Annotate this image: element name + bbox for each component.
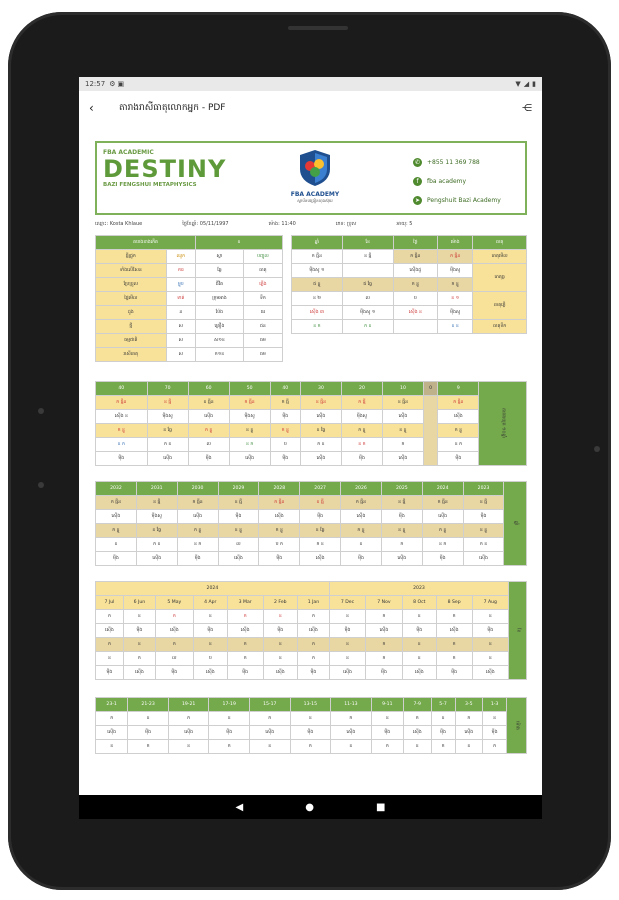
hour-header: 7-9 (403, 698, 431, 712)
luck-year-header: 40 (96, 382, 148, 396)
settings-icon: ⚙ (109, 80, 116, 88)
luck-year-header: 50 (229, 382, 270, 396)
luck-pillars-table: 40 70 60 50 40 30 20 10 0 9 តារាងយុគ ១០ឆ្នាំ ក ធ្មីន ខ ធ្មី ខ ធ្មីន ក ធ្មីន ក ធ្មី ខ ធ្មីន ក ធ្មី ខ ធ្មីន ក ធ្មីន ស៊ើង ខ ម៉ីងសូ ស៊ើង ម៉ីងសូ ម៉ីង ស៊ើង ម៉ីងសូ ស៊ើង ស៊ើង ក ខ្លួ ខ ធ្លែ ក ខ្លួ ខ ខ្លួ ក ខ្លួ ខ ធ្លែ ក ខ្លួ ខ ខ្លួ ក ខ្លួ ខ ក ក ខ ល ខ ក ប ក ខ ខ ក ក ខ ក ម៉ីង ស៊ើង ម៉ីង ស៊ើង ម៉ីង ស៊ើង ម៉ីង ស៊ើង ម៉ីង (95, 381, 527, 466)
hour-header: 19-21 (168, 698, 209, 712)
hour-header: 13-15 (290, 698, 331, 712)
annual-year-header: 2030 (177, 482, 218, 496)
sensor-dot (38, 408, 44, 414)
nav-recents-icon[interactable]: ■ (375, 801, 386, 813)
side-label: ម៉ោង (507, 698, 527, 754)
annual-year-header: 2025 (381, 482, 422, 496)
telegram-icon: ➤ (414, 197, 421, 204)
wifi-icon: ▼ (515, 80, 521, 88)
month-header: 2 Feb (263, 596, 297, 610)
side-label: ខែ (509, 582, 527, 680)
sensor-dot (594, 446, 600, 452)
notification-icon: ▣ (117, 80, 125, 88)
status-bar (79, 77, 542, 91)
month-header: 3 Mar (227, 596, 263, 610)
annual-year-header: 2026 (341, 482, 382, 496)
pillar-header: ឆ្នាំ (292, 236, 343, 250)
hour-header: 21-23 (128, 698, 169, 712)
elements-table: តារាងខាងកើត ខ ធ្មីជ្រូក ឈូក ស្វា បញ្ចូល ទាំងលើសែន ការ ឆ្កែ ធាតុ ប្រែប្រួល ម្ហូប ជីវិត ភ្លើង ផ្ទៃមើល ទាត់ ក្រុមអាង ទឹក ដួង ន ប៉ែង ធរ ថ្មី ស គ្រឿង ជន ធម្មជាតិ ស ស១ខ ធម រាសីធាតុ ស ក១ខ ធម (95, 235, 283, 362)
month-header: 8 Sep (436, 596, 472, 610)
annual-year-header: 2029 (218, 482, 259, 496)
side-label: ឆ្នាំ (504, 482, 527, 566)
month-header: 7 Dec (329, 596, 365, 610)
luck-year-header: 20 (341, 382, 382, 396)
back-arrow-icon[interactable]: ‹ (89, 101, 94, 115)
annual-table: 2032 2031 2030 2029 2028 2027 2026 2025 2024 2023 ឆ្នាំ ក ធ្មីន ខ ធ្មី ក ធ្មីន ខ ធ្មី ក ធ្មីន ខ ធ្មី ក ធ្មីន ខ ធ្មី ក ធ្មីន ខ ធ្មី ស៊ើង ម៉ីងសូ ស៊ើង ម៉ីង ស៊ើង ម៉ីង ស៊ើង ម៉ីង ស៊ើង ម៉ីង ក ខ្លួ ខ ធ្លែ ក ខ្លួ ខ ខ្លួ ក ខ្លួ ខ ធ្លែ ក ខ្លួ ខ ខ្លួ ក ខ្លួ ខ ខ្លួ ខ ក ខ ខ ក ល ប ក ក ខ ខ ក ខ ក ក ខ ម៉ីង ស៊ើង ម៉ីង ស៊ើង ម៉ីង ស៊ើង ម៉ីង ស៊ើង ម៉ីង ស៊ើង (95, 481, 527, 566)
hour-header: 15-17 (249, 698, 290, 712)
contact-list (413, 153, 501, 210)
pillars-table: ឆ្នាំ ខែ ថ្ងៃ ម៉ោង ធាតុ ក ធ្មីន ខ ធ្មី ក ធ្មីន ក ធ្មីន ធាតុមើល ម៉ីងសូ ១ ស៊ើងដូ ម៉ីងសូ ធាតុធ្ង ជ ខ្លួ ជ ធ្លែ ក ខ្លួ ក ខ្លួ ខ ២ ល ប ខ ១ ធាតុភ្លើ ស៊ើង ៣ ម៉ីងសូ ១ ស៊ើង ខ ម៉ីងសូ ខ ក ក ខ ខ ខ ធាតុទឹក (291, 235, 527, 334)
monthly-table: 2024 2023 ខែ 7 Jul 6 Jun 5 May 4 Apr 3 Mar 2 Feb 1 Jan 7 Dec 7 Nov 8 Oct 8 Sep 7 Aug ក ខ ក ខ ក ខ ក ខ ក ខ ក ខ ស៊ើង ម៉ីង ស៊ើង ម៉ីង ស៊ើង ម៉ីង ស៊ើង ម៉ីង ស៊ើង ម៉ីង ស៊ើង ម៉ីង ក ខ ក ខ ក ខ ក ខ ក ខ ក ខ ខ ក ល ប ក ខ ក ខ ក ខ ក ខ ម៉ីង ស៊ើង ម៉ីង ស៊ើង ម៉ីង ស៊ើង ម៉ីង ស៊ើង ម៉ីង ស៊ើង ម៉ីង ស៊ើង (95, 581, 527, 680)
info-date: ថ្ងៃខែឆ្នាំ: 05/11/1997 (182, 221, 229, 227)
profile-info (95, 221, 527, 231)
system-nav-bar (79, 795, 542, 819)
battery-icon: ▮ (532, 80, 536, 88)
info-gender: ភេទ: ប្រុស (335, 221, 357, 227)
document-header (95, 141, 527, 215)
pillar-header: ថ្ងៃ (393, 236, 437, 250)
brand-title: DESTINY (103, 155, 227, 183)
annual-year-header: 2031 (136, 482, 177, 496)
annual-year-header: 2023 (463, 482, 504, 496)
table-header-cell: តារាងខាងកើត (96, 236, 196, 250)
hours-table: 23-1 21-23 19-21 17-19 15-17 13-15 11-13 9-11 7-9 5-7 3-5 1-3 ម៉ោង ក ខ ក ខ ក ខ ក ខ ក ខ ក ខ ស៊ើង ម៉ីង ស៊ើង ម៉ីង ស៊ើង ម៉ីង ស៊ើង ម៉ីង ស៊ើង ម៉ីង ស៊ើង ម៉ីង ខ ក ខ ក ខ ក ខ ក ខ ក ខ ក (95, 697, 527, 754)
facebook-icon: f (413, 177, 422, 186)
info-time: ម៉ោង: 11:40 (268, 221, 296, 227)
sensor-dot (38, 482, 44, 488)
month-year-header: 2024 (96, 582, 330, 596)
share-icon[interactable]: ⋲ (522, 102, 532, 114)
luck-year-header: 40 (270, 382, 300, 396)
month-header: 7 Nov (366, 596, 403, 610)
side-label: តារាងយុគ ១០ឆ្នាំ (479, 382, 527, 466)
hour-header: 11-13 (331, 698, 372, 712)
hour-header: 5-7 (431, 698, 455, 712)
annual-year-header: 2024 (422, 482, 463, 496)
nav-back-icon[interactable]: ◀ (235, 801, 244, 813)
hour-header: 17-19 (209, 698, 250, 712)
app-bar (79, 91, 542, 125)
luck-year-header: 0 (423, 382, 437, 396)
pillar-header: ខែ (342, 236, 393, 250)
clock: 12:57 (85, 80, 106, 88)
month-header: 7 Aug (472, 596, 509, 610)
month-header: 6 Jun (123, 596, 155, 610)
contact-facebook[interactable]: f fba academy (413, 172, 501, 191)
luck-year-header: 30 (300, 382, 341, 396)
logo-text: FBA ACADEMY (290, 191, 340, 198)
shield-logo-icon (299, 149, 331, 187)
screen (79, 77, 542, 819)
pillar-header: ធាតុ (473, 236, 527, 250)
month-header: 4 Apr (193, 596, 227, 610)
hour-header: 9-11 (371, 698, 403, 712)
table-header-cell: ខ (196, 236, 283, 250)
luck-year-header: 10 (382, 382, 423, 396)
hour-header: 1-3 (483, 698, 507, 712)
annual-year-header: 2028 (259, 482, 300, 496)
luck-year-header: 70 (147, 382, 188, 396)
nav-home-icon[interactable]: ● (305, 801, 314, 813)
brand-subtitle: BAZI FENGSHUI METAPHYSICS (103, 182, 197, 188)
month-header: 7 Jul (96, 596, 124, 610)
info-age: អាយុ: 5 (396, 221, 413, 227)
contact-telegram[interactable]: ➤ Pengshuit Bazi Academy (414, 197, 501, 204)
pdf-document (95, 141, 527, 749)
annual-year-header: 2032 (96, 482, 137, 496)
luck-year-header: 60 (188, 382, 229, 396)
month-header: 1 Jan (298, 596, 330, 610)
hour-header: 3-5 (455, 698, 483, 712)
brand-small-label: FBA ACADEMIC (103, 149, 154, 156)
month-header: 5 May (155, 596, 193, 610)
month-year-header: 2023 (329, 582, 508, 596)
logo-subtext: ស្ថាប័នបង្រៀនហុងស៊ុយ (297, 198, 333, 203)
pillar-header: ម៉ោង (438, 236, 473, 250)
document-title: តារាងរាសីធាតុលោកអ្នក - PDF (119, 102, 226, 113)
academy-logo (285, 149, 345, 204)
annual-year-header: 2027 (300, 482, 341, 496)
signal-icon: ◢ (523, 80, 530, 88)
hour-header: 23-1 (96, 698, 128, 712)
month-header: 8 Oct (402, 596, 436, 610)
phone-icon: ✆ (414, 159, 421, 166)
speaker (288, 26, 348, 30)
info-name: ឈ្មោះ: Kosta Khlaue (95, 221, 143, 227)
contact-phone[interactable]: ✆ +855 11 369 788 (414, 159, 480, 166)
